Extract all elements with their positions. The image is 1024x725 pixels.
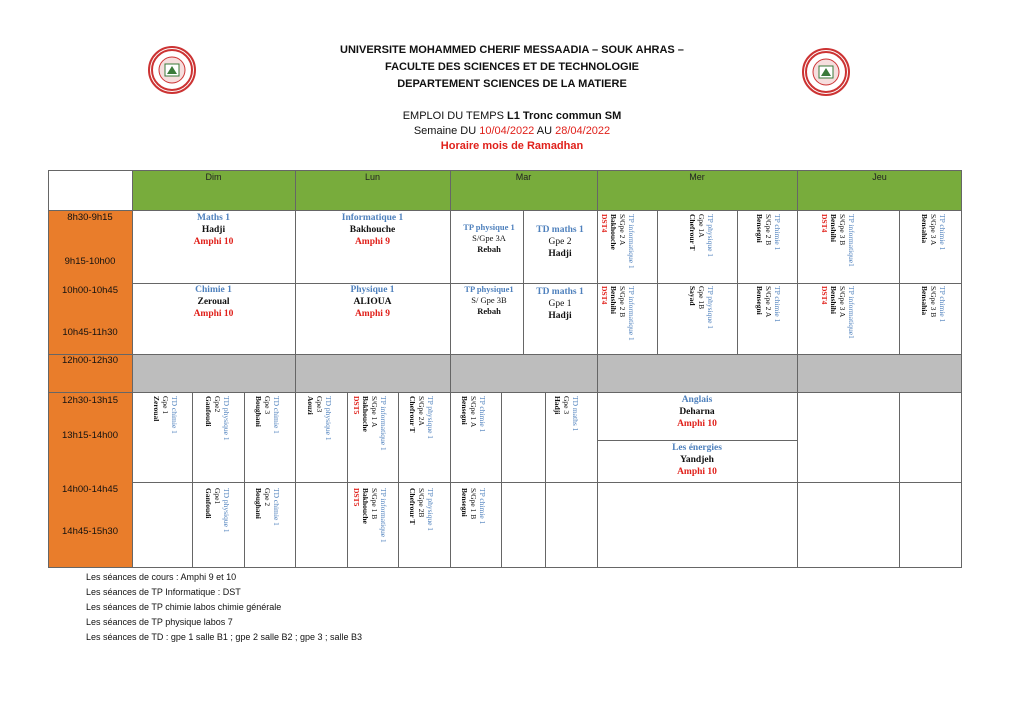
legend bbox=[86, 570, 362, 645]
course-mar-2b: TD maths 1 Gpe 1 Hadji bbox=[536, 287, 584, 321]
course-mer-1a: TP informatique 1 S/Gpe 2 A Bakhouche DST4 bbox=[600, 214, 636, 269]
course-mar-1a: TP physique 1 S/Gpe 3A Rebah bbox=[463, 222, 515, 254]
day-header-lun: Lun bbox=[295, 170, 450, 210]
course-mer-1b: TP physique 1 Gpe 1A Chefrour T bbox=[688, 214, 715, 258]
university-logo-left bbox=[148, 46, 196, 94]
timetable bbox=[48, 170, 962, 568]
course-mer-1c: TP chimie 1 S/Gpe 2 B Bensegni bbox=[755, 214, 782, 251]
course-lun-1: Informatique 1 Bakhouche Amphi 9 bbox=[341, 213, 404, 247]
course-jeu-1a: TP informatique1 S/Gpe 3 B Benshihi DST4 bbox=[820, 214, 856, 267]
course-energies: Les énergies Yandjeh Amphi 10 bbox=[672, 443, 722, 477]
course-mar-1b: TD maths 1 Gpe 2 Hadji bbox=[536, 225, 584, 259]
faculty-name: FACULTE DES SCIENCES ET DE TECHNOLOGIE bbox=[384, 61, 640, 73]
legend-item: Les séances de TP Informatique : DST bbox=[86, 587, 241, 597]
course-dim-2: Chimie 1 Zeroual Amphi 10 bbox=[193, 285, 234, 319]
course-mar-3b: TD maths 1 Gpe 3 Hadji bbox=[553, 396, 580, 432]
course-mer-2b: TP physique 1 Gpe 1B Sayad bbox=[688, 286, 715, 330]
course-dim-3a: TD chimie 1 Gpe 1 Zeroual bbox=[152, 396, 179, 434]
course-dim-4c: TD chimie 1 Gpe 2 Boughani bbox=[254, 488, 281, 526]
course-lun-3c: TP physique 1 S/Gpe 2A Chefrour T bbox=[408, 396, 435, 440]
course-dim-4b: TD physique 1 Gpe1 Ganfoudi bbox=[204, 488, 231, 533]
course-mar-4a: TP chimie 1 S/Gpe 1 B Bensegni bbox=[460, 488, 487, 525]
time-slot: 12h30-13h15 bbox=[62, 395, 118, 406]
course-lun-3a: TD physique 1 Gpe3 Aouzi bbox=[306, 396, 333, 441]
day-header-mar: Mar bbox=[450, 170, 597, 210]
course-jeu-1b: TP chimie 1 S/Gpe 3 A Bensahia bbox=[920, 214, 947, 251]
course-mer-2a: TP informatique 1 S/Gpe 2 B Benshihi DST4 bbox=[600, 286, 636, 341]
time-slot: 8h30-9h15 bbox=[67, 212, 113, 223]
course-lun-4b: TP informatique 1 S/Gpe 1 B Bakhouche DST5 bbox=[352, 488, 388, 543]
time-slot: 14h00-14h45 bbox=[62, 484, 118, 495]
legend-item: Les séances de TP chimie labos chimie générale bbox=[86, 602, 282, 612]
legend-item: Les séances de TP physique labos 7 bbox=[86, 617, 233, 627]
day-header-jeu: Jeu bbox=[797, 170, 962, 210]
course-mar-3a: TP chimie 1 S/Gpe 1 A Bensegni bbox=[460, 396, 487, 433]
course-lun-2: Physique 1 ALIOUA Amphi 9 bbox=[350, 285, 395, 319]
university-name: UNIVERSITE MOHAMMED CHERIF MESSAADIA – SOUK AHRAS – bbox=[340, 44, 684, 56]
course-dim-1: Maths 1 Hadji Amphi 10 bbox=[193, 213, 234, 247]
legend-item: Les séances de cours : Amphi 9 et 10 bbox=[86, 572, 237, 582]
course-lun-4c: TP physique 1 S/Gpe 2B Chefrour T bbox=[408, 488, 435, 532]
legend-item: Les séances de TD : gpe 1 salle B1 ; gpe 2 salle B2 ; gpe 3 ; salle B3 bbox=[86, 632, 363, 642]
course-dim-3b: TD physique 1 Gpe2 Ganfoudi bbox=[204, 396, 231, 441]
time-slot: 10h45-11h30 bbox=[62, 327, 118, 338]
ramadhan-subtitle: Horaire mois de Ramadhan bbox=[440, 140, 584, 152]
course-jeu-2b: TP chimie 1 S/Gpe 3 B Bensahia bbox=[920, 286, 947, 323]
day-header-dim: Dim bbox=[132, 170, 295, 210]
time-slot: 9h15-10h00 bbox=[64, 256, 116, 267]
course-mar-2a: TP physique1 S/ Gpe 3B Rebah bbox=[464, 284, 514, 316]
course-anglais: Anglais Deharna Amphi 10 bbox=[677, 395, 717, 429]
course-lun-3b: TP informatique 1 S/Gpe 1 A Bakhouche DST5 bbox=[352, 396, 388, 451]
course-dim-3c: TD chimie 1 Gpe 3 Boughani bbox=[254, 396, 281, 434]
course-mer-2c: TP chimie 1 S/Gpe 2 A Bensegni bbox=[755, 286, 782, 323]
time-slot: 12h00-12h30 bbox=[62, 355, 118, 366]
time-slot: 14h45-15h30 bbox=[62, 526, 118, 537]
break-row bbox=[132, 354, 962, 392]
week-range: Semaine DU 10/04/2022 AU 28/04/2022 bbox=[413, 125, 611, 137]
time-slot: 13h15-14h00 bbox=[62, 430, 118, 441]
schedule-title: EMPLOI DU TEMPS L1 Tronc commun SM bbox=[402, 110, 622, 122]
department-name: DEPARTEMENT SCIENCES DE LA MATIERE bbox=[397, 78, 627, 90]
time-slot: 10h00-10h45 bbox=[62, 285, 118, 296]
day-header-mer: Mer bbox=[597, 170, 797, 210]
course-jeu-2a: TP informatique1 S/Gpe 3 A Benshihi DST4 bbox=[820, 286, 856, 339]
